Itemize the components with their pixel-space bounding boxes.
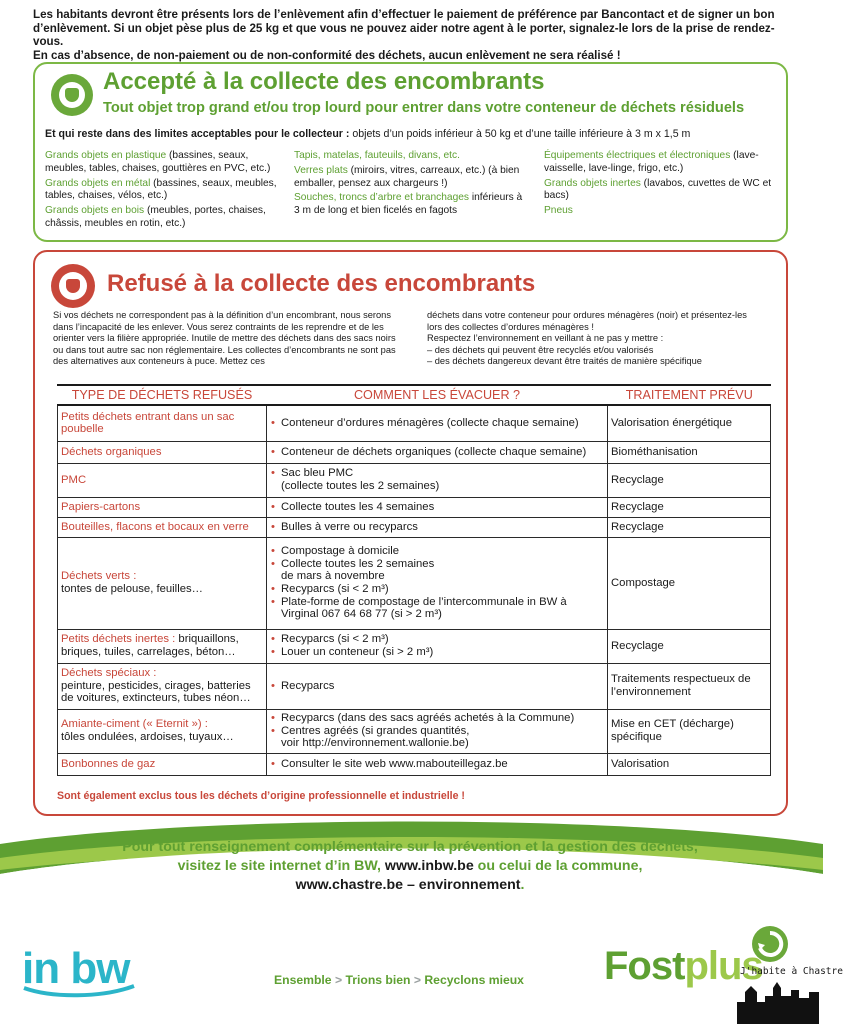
refuse-hand-icon xyxy=(51,264,95,308)
table-row xyxy=(58,663,771,709)
treatment-cell: Mise en CET (décharge) spécifique xyxy=(608,709,771,753)
waste-type-cell: Petits déchets entrant dans un sac poubelle xyxy=(58,405,267,441)
refused-title: Refusé à la collecte des encombrants xyxy=(107,270,536,297)
table-header: TRAITEMENT PRÉVU xyxy=(608,385,771,405)
refused-section xyxy=(33,250,788,816)
waste-type-cell: Bonbonnes de gaz xyxy=(58,753,267,775)
refused-table xyxy=(57,384,771,776)
accepted-item: Tapis, matelas, fauteuils, divans, etc. xyxy=(294,150,460,161)
accepted-item: Souches, troncs d’arbre et branchages inférieurs à 3 m de long et bien ficelés en fagots xyxy=(294,192,523,217)
waste-type-cell: Papiers-cartons xyxy=(58,497,267,517)
table-row xyxy=(58,753,771,775)
refused-intro-left: Si vos déchets ne correspondent pas à la définition d’un encombrant, nous serons dans l’incapacité de les enlever. Vous serez contraints de les reprendre et de les orienter vers la filière appropriée. Inutile de mettre des déchets dans des sacs noirs ou dans tout autre sac non réglementaire. Les collectes d’encombrants ne sont pas des alternatives aux conteneurs à puce. Mettez ces xyxy=(53,310,396,367)
accepted-item: Pneus xyxy=(544,205,573,217)
waste-type-cell: Déchets organiques xyxy=(58,441,267,463)
waste-type-cell: Bouteilles, flacons et bocaux en verre xyxy=(58,517,267,537)
accepted-column-3 xyxy=(544,150,774,220)
waste-type-cell: Déchets spéciaux : peinture, pesticides, cirages, batteries de voitures, extincteurs, tubes néon… xyxy=(58,663,267,709)
info-text: Pour tout renseignement complémentaire sur la prévention et la gestion des déchets, visitez le site internet d’in BW, www.inbw.be ou celui de la commune, www.chastre.be – environnement. xyxy=(122,839,698,893)
inbw-logo: in bw xyxy=(22,944,130,993)
accept-hand-icon xyxy=(51,74,93,116)
slogan: Ensemble > Trions bien > Recyclons mieux xyxy=(274,973,524,987)
treatment-cell: Recyclage xyxy=(608,517,771,537)
accepted-item: Grands objets inertes (lavabos, cuvettes de WC et bacs) xyxy=(544,177,772,202)
treatment-cell: Compostage xyxy=(608,537,771,629)
intro-line: d’enlèvement. Si un objet pèse plus de 25 kg et que vous ne pouvez aider notre agent à le porter, signalez-le lors de la prise de rendez-vous. xyxy=(33,21,775,49)
table-header: TYPE DE DÉCHETS REFUSÉS xyxy=(58,385,267,405)
intro-line: En cas d’absence, de non-paiement ou de non-conformité des déchets, aucun enlèvement ne sera réalisé ! xyxy=(33,48,621,62)
disposal-method-cell: • Recyparcs (dans des sacs agréés achetés à la Commune) • Centres agréés (si grandes quantités, voir http://environnement.wallonie.be) xyxy=(267,709,608,753)
disposal-method-cell: • Bulles à verre ou recyparcs xyxy=(267,517,608,537)
table-row xyxy=(58,497,771,517)
accepted-condition: Et qui reste dans des limites acceptables pour le collecteur : objets d’un poids inférieur à 50 kg et d’une taille inférieure à 3 m x 1,5 m xyxy=(45,128,691,140)
inbw-wave-icon xyxy=(22,984,138,996)
disposal-method-cell: • Compostage à domicile • Collecte toutes les 2 semaines de mars à novembre • Recyparcs (si < 2 m³) • Plate-forme de compostage de l’intercommunale in BW à Virginal 067 64 68 77 (si > 2 m³) xyxy=(267,537,608,629)
inbw-link[interactable]: www.inbw.be xyxy=(384,858,474,874)
accepted-subtitle: Tout objet trop grand et/ou trop lourd pour entrer dans votre conteneur de déchets résiduels xyxy=(103,100,745,116)
disposal-method-cell: • Collecte toutes les 4 semaines xyxy=(267,497,608,517)
table-row xyxy=(58,441,771,463)
treatment-cell: Biométhanisation xyxy=(608,441,771,463)
table-row xyxy=(58,463,771,497)
waste-type-cell: Petits déchets inertes : briquaillons, briques, tuiles, carrelages, béton… xyxy=(58,629,267,663)
table-row xyxy=(58,537,771,629)
waste-type-cell: Déchets verts : tontes de pelouse, feuilles… xyxy=(58,537,267,629)
accepted-column-2 xyxy=(294,150,530,220)
chastre-link[interactable]: www.chastre.be – environnement xyxy=(295,877,521,893)
accepted-item: Verres plats (miroirs, vitres, carreaux, etc.) (à bien emballer, pensez aux chargeurs !) xyxy=(294,164,520,189)
table-row xyxy=(58,709,771,753)
disposal-method-cell: • Sac bleu PMC (collecte toutes les 2 semaines) xyxy=(267,463,608,497)
table-row xyxy=(58,629,771,663)
waste-type-cell: PMC xyxy=(58,463,267,497)
accepted-title: Accepté à la collecte des encombrants xyxy=(103,68,545,95)
treatment-cell: Traitements respectueux de l’environnement xyxy=(608,663,771,709)
disposal-method-cell: • Recyparcs xyxy=(267,663,608,709)
accepted-item: Grands objets en métal (bassines, seaux, meubles, tables, chaises, vélos, etc.) xyxy=(45,177,277,202)
waste-type-cell: Amiante-ciment (« Eternit ») : tôles ondulées, ardoises, tuyaux… xyxy=(58,709,267,753)
refused-intro-right: déchets dans votre conteneur pour ordures ménagères (noir) et présentez-les lors des collectes d’ordures ménagères ! Respectez l’environnement en veillant à ne pas y mettre : – des déchets qui peuvent être recyclés et/ou valorisés – des déchets dangereux devant être traités de manière spécifique xyxy=(427,310,747,367)
table-row xyxy=(58,405,771,441)
intro-line: Les habitants devront être présents lors de l’enlèvement afin d’effectuer le paiement de préférence par Bancontact et de signer un bon xyxy=(33,8,775,21)
treatment-cell: Recyclage xyxy=(608,497,771,517)
disposal-method-cell: • Consulter le site web www.mabouteillegaz.be xyxy=(267,753,608,775)
treatment-cell: Valorisation énergétique xyxy=(608,405,771,441)
accepted-column-1 xyxy=(45,150,281,233)
accepted-item: Grands objets en plastique (bassines, seaux, meubles, tables, chaises, gouttières en PVC, etc.) xyxy=(45,150,271,174)
accepted-section xyxy=(33,62,788,242)
chastre-skyline-icon xyxy=(737,978,819,1024)
table-row xyxy=(58,517,771,537)
treatment-cell: Recyclage xyxy=(608,629,771,663)
disposal-method-cell: • Recyparcs (si < 2 m³) • Louer un conteneur (si > 2 m³) xyxy=(267,629,608,663)
table-header: COMMENT LES ÉVACUER ? xyxy=(267,385,608,405)
refused-footnote: Sont également exclus tous les déchets d’origine professionnelle et industrielle ! xyxy=(57,790,465,802)
disposal-method-cell: • Conteneur d’ordures ménagères (collecte chaque semaine) xyxy=(267,405,608,441)
disposal-method-cell: • Conteneur de déchets organiques (collecte chaque semaine) xyxy=(267,441,608,463)
accepted-item: Équipements électriques et électroniques (lave-vaisselle, lave-linge, frigo, etc.) xyxy=(544,150,759,174)
fostplus-logo: Fostplus xyxy=(604,944,763,988)
intro-notice xyxy=(33,8,803,62)
treatment-cell: Valorisation xyxy=(608,753,771,775)
chastre-label: J'habite à Chastre xyxy=(740,966,843,977)
treatment-cell: Recyclage xyxy=(608,463,771,497)
accepted-item: Grands objets en bois (meubles, portes, chaises, châssis, meubles en rotin, etc.) xyxy=(45,205,266,229)
